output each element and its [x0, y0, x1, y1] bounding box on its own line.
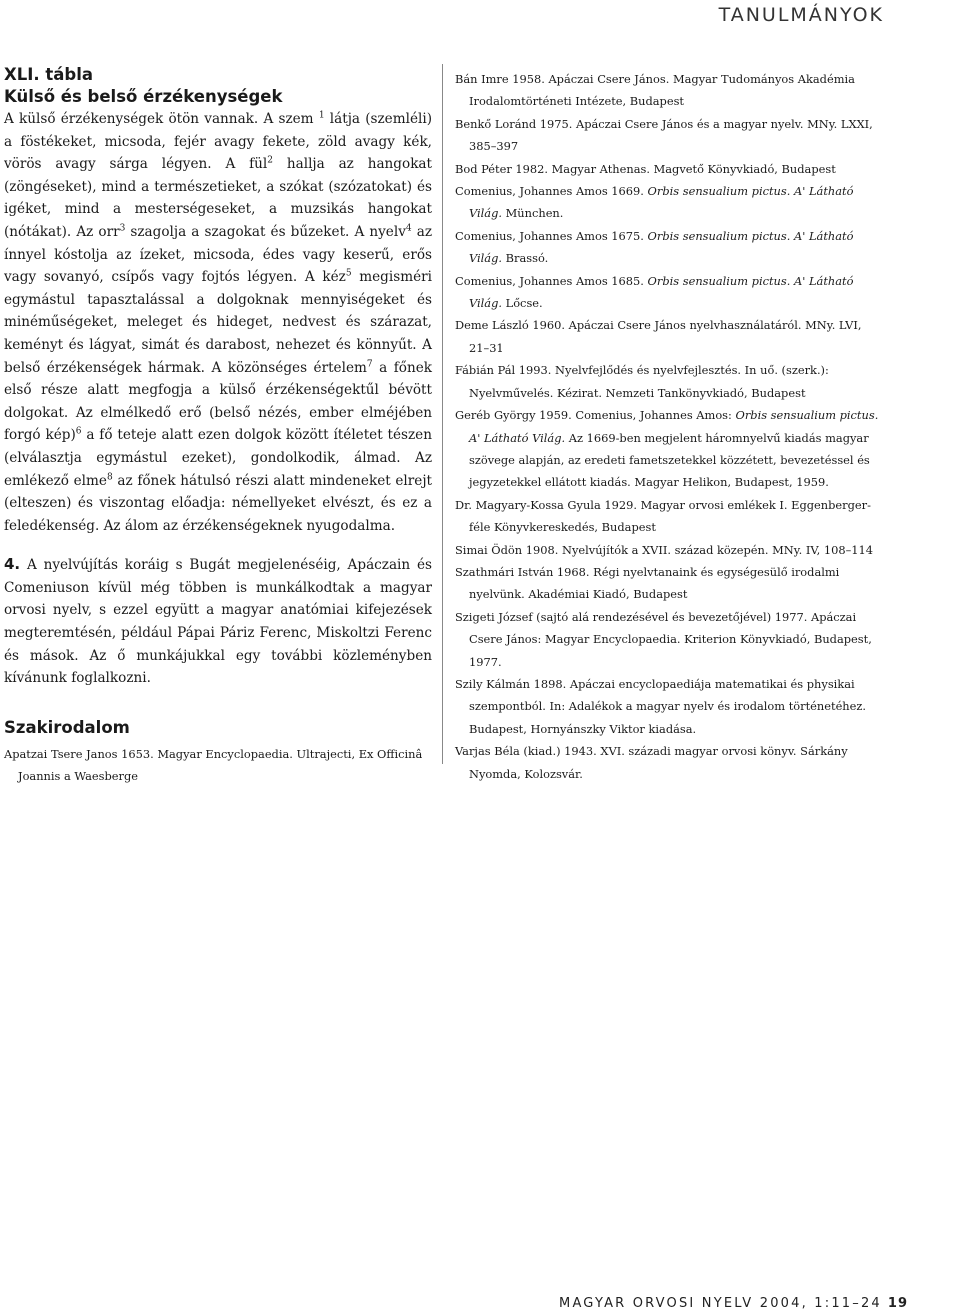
footnote-marker: 2 [267, 155, 273, 166]
reference-item [455, 270, 885, 315]
column-divider [442, 64, 443, 764]
footnote-marker: 4 [405, 223, 412, 234]
table-number: XLI. tábla [4, 65, 94, 84]
text-run: az ínnyel kóstolja az ízeket, micsoda, édes vagy keserű, erős vagy sovanyó, csípős vagy fojtós légyen. A kéz [4, 223, 432, 286]
reference-item: Bod Péter 1982. Magyar Athenas. Magvető Könyvkiadó, Budapest [455, 161, 836, 176]
footnote-marker: 6 [75, 426, 82, 437]
page-number: 19 [887, 1296, 908, 1311]
journal-citation: MAGYAR ORVOSI NYELV 2004, 1:11–24 [559, 1296, 882, 1311]
footnote-marker: 1 [318, 110, 325, 121]
text-run: a főnek első része alatt megfogja a külső érzékenségektűl bévött dolgokat. Az elmélkedő erő (belső nézés, ember elméjében forgó kép) [4, 359, 432, 444]
footnote-marker: 8 [106, 471, 113, 482]
ref-place: Brassó. [505, 251, 549, 266]
reference-item: Fábián Pál 1993. Nyelvfejlődés és nyelvfejlesztés. In uő. (szerk.): Nyelvművelés. Kézirat. Nemzeti Tankönyvkiadó, Budapest [455, 363, 829, 400]
ref-title: Orbis sensualium pictus. A' Látható Világ. [469, 408, 879, 445]
running-header: TANULMÁNYOK [718, 4, 884, 26]
table-heading: Külső és belső érzékenységek [4, 87, 283, 106]
footnote-marker: 5 [345, 268, 352, 279]
ref-author: Comenius, Johannes Amos 1685. [455, 273, 644, 288]
footnote-marker: 7 [366, 359, 373, 369]
reference-item: Varjas Béla (kiad.) 1943. XVI. századi magyar orvosi könyv. Sárkány Nyomda, Kolozsvár. [455, 744, 848, 781]
reference-item: Deme László 1960. Apáczai Csere János nyelvhasználatáról. MNy. LVI, 21–31 [455, 318, 862, 355]
ref-author: Comenius, Johannes Amos 1669. [455, 184, 644, 199]
reference-item [455, 180, 885, 225]
ref-place: München. [505, 206, 564, 221]
page-footer [559, 1296, 908, 1311]
reference-item: Szigeti József (sajtó alá rendezésével és bevezetőjével) 1977. Apáczai Csere János: Magyar Encyclopaedia. Kriterion Könyvkiadó, Budapest, 1977. [455, 609, 872, 669]
ref-title: Orbis sensualium pictus. A' Látható Világ. [469, 273, 854, 311]
right-column-references [455, 68, 885, 785]
table-title [4, 64, 432, 108]
text-run: megisméri egymástul tapasztalással a dolgoknak mennyiségeket és minéműségeket, meleget és hideget, nedvest és szárazat, keményt és lágyat, simát és darabost, nehezet és könnyűt. A belső érzékenségek hármak. A közönséges értelem [4, 269, 432, 376]
reference-item: Simai Ödön 1908. Nyelvújítók a XVII. század közepén. MNy. IV, 108–114 [455, 542, 874, 557]
footnote-marker: 3 [119, 223, 126, 234]
reference-item [455, 404, 885, 494]
section-4-paragraph [4, 553, 432, 690]
ref-author: Comenius, Johannes Amos 1675. [455, 228, 644, 243]
text-run: látja (szemléli) a föstékeket, micsoda, fejér avagy fekete, zöld avagy kék, vörös avagy sárga légyen. A fül [4, 111, 433, 173]
text-run: a fő teteje alatt ezen dolgok között ítéletet tészen (elválasztja egymástul ezeket), gondolkodik, álmad. Az emlékező elme [4, 427, 432, 489]
text-run: A külső érzékenységek ötön vannak. A szem [4, 111, 314, 127]
reference-item: Szily Kálmán 1898. Apáczai encyclopaediája matematikai és physikai szempontból. In: Adalékok a magyar nyelv és irodalom történetéhez. Budapest, Hornyánszky Viktor kiadása. [455, 676, 867, 736]
literature-heading: Szakirodalom [4, 717, 130, 737]
reference-item: Benkő Loránd 1975. Apáczai Csere János és a magyar nyelv. MNy. LXXI, 385–397 [455, 116, 873, 154]
ref-description: Az 1669-ben megjelent háromnyelvű kiadás magyar szövege alapján, az eredeti fametszetekkel közzétett, bevezetéssel és jegyzetekkel ellátott kiadás. Magyar Helikon, Budapest, 1959. [469, 430, 870, 490]
text-run: szagolja a szagokat és bűzeket. A nyelv [130, 223, 406, 240]
ref-title: Orbis sensualium pictus. A' Látható Világ. [469, 228, 854, 266]
ref-author: Geréb György 1959. Comenius, Johannes Amos: [455, 408, 732, 423]
text-run: hallja az hangokat (zöngéseket), mind a természetieket, a szókat (szózatokat) és igéket, mind a mesterségeseket, a muzsikás hangokat (nótákat). Az orr [4, 156, 432, 240]
ref-place: Lőcse. [505, 296, 543, 311]
section-text: A nyelvújítás koráig s Bugát megjelenéséig, Apáczain és Comeniuson kívül még többen is munkálkodtak a magyar orvosi nyelv, s ezzel együtt a magyar anatómiai kifejezések megteremtésén, például Pápai Páriz Ferenc, Miskoltzi Ferenc és mások. Az ő munkájukkal egy további közleményben kívánunk foglalkozni. [4, 557, 432, 687]
reference-item: Dr. Magyary-Kossa Gyula 1929. Magyar orvosi emlékek I. Eggenberger-féle Könyvkereskedés, Budapest [455, 497, 871, 535]
reference-item [455, 225, 885, 270]
reference-item: Szathmári István 1968. Régi nyelvtanaink és egységesülő irodalmi nyelvünk. Akadémiai Kiadó, Budapest [455, 564, 840, 602]
left-column [4, 64, 432, 788]
table-body-paragraph [4, 108, 432, 537]
ref-title: Orbis sensualium pictus. A' Látható Világ. [469, 184, 854, 221]
section-number: 4. [4, 555, 21, 574]
reference-item: Apatzai Tsere Janos 1653. Magyar Encyclopaedia. Ultrajecti, Ex Officinâ Joannis a Waesberge [4, 746, 423, 784]
text-run: az főnek hátulsó részi alatt mindeneket elrejt (elteszen) és viszontag előadja: némellyeket elvészt, és ez a feledékenség. Az álom az érzékenségeknek nyugodalma. [4, 472, 432, 534]
reference-item: Bán Imre 1958. Apáczai Csere János. Magyar Tudományos Akadémia Irodalomtörténeti Intézete, Budapest [455, 72, 855, 109]
